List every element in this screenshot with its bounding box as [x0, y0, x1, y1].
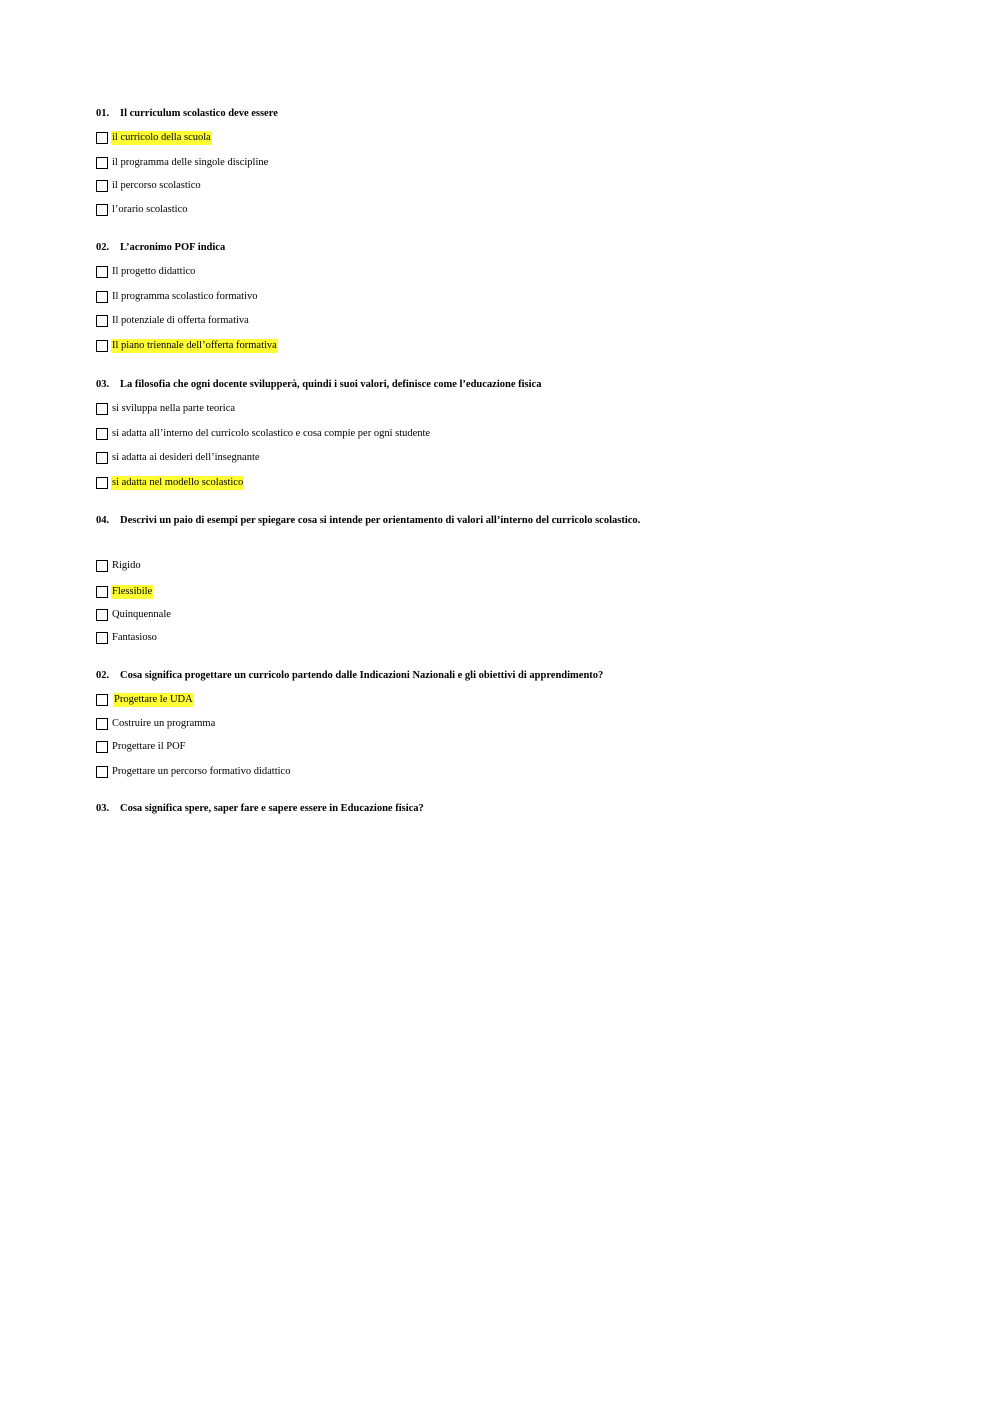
option-label: Progettare il POF	[112, 741, 186, 752]
option-label: Il programma scolastico formativo	[112, 291, 258, 302]
option-1-2[interactable]	[96, 156, 269, 170]
option-3-4[interactable]	[96, 476, 244, 490]
option-label: il curricolo della scuola	[112, 132, 211, 143]
checkbox[interactable]	[96, 741, 108, 753]
checkbox[interactable]	[96, 315, 108, 327]
question-number: 02.	[96, 670, 110, 681]
option-label: Flessibile	[112, 586, 153, 597]
option-label: Il progetto didattico	[112, 266, 196, 277]
option-label: Progettare le UDA	[114, 694, 193, 705]
checkbox[interactable]	[96, 157, 108, 169]
question-number: 04.	[96, 515, 110, 526]
checkbox[interactable]	[96, 477, 108, 489]
checkbox[interactable]	[96, 452, 108, 464]
option-label: Il piano triennale dell’offerta formativa	[112, 340, 277, 351]
option-1-4[interactable]	[96, 203, 189, 217]
question-number: 01.	[96, 108, 110, 119]
option-2-4[interactable]	[96, 339, 278, 353]
checkbox[interactable]	[96, 428, 108, 440]
checkbox[interactable]	[96, 291, 108, 303]
option-label: Costruire un programma	[112, 718, 216, 729]
option-label: il percorso scolastico	[112, 180, 201, 191]
checkbox[interactable]	[96, 586, 108, 598]
option-3-2[interactable]	[96, 427, 431, 441]
question-text: L’acronimo POF indica	[120, 242, 226, 253]
question-4	[96, 514, 640, 528]
question-2	[96, 241, 225, 255]
question-1	[96, 107, 278, 121]
option-label: Quinquennale	[112, 609, 171, 620]
question-text: Il curriculum scolastico deve essere	[120, 108, 278, 119]
option-5-1[interactable]	[96, 693, 194, 707]
checkbox[interactable]	[96, 340, 108, 352]
option-3-3[interactable]	[96, 451, 261, 465]
checkbox[interactable]	[96, 132, 108, 144]
question-text: Cosa significa progettare un curricolo partendo dalle Indicazioni Nazionali e gli obiettivi di apprendimento?	[120, 670, 604, 681]
question-number: 02.	[96, 242, 110, 253]
option-1-3[interactable]	[96, 179, 202, 193]
option-1-1[interactable]	[96, 131, 212, 145]
option-2-2[interactable]	[96, 290, 259, 304]
checkbox[interactable]	[96, 180, 108, 192]
option-label: si adatta all’interno del curricolo scolastico e cosa compie per ogni studente	[112, 428, 431, 439]
checkbox[interactable]	[96, 694, 108, 706]
checkbox[interactable]	[96, 766, 108, 778]
checkbox[interactable]	[96, 266, 108, 278]
option-2-3[interactable]	[96, 314, 250, 328]
option-label: si adatta ai desideri dell’insegnante	[112, 452, 260, 463]
checkbox[interactable]	[96, 609, 108, 621]
checkbox[interactable]	[96, 204, 108, 216]
option-2-1[interactable]	[96, 265, 196, 279]
option-5-4[interactable]	[96, 765, 291, 779]
option-label: Fantasioso	[112, 632, 157, 643]
question-text: Descrivi un paio di esempi per spiegare cosa si intende per orientamento di valori all’interno del curricolo scolastico.	[120, 515, 641, 526]
question-number: 03.	[96, 379, 110, 390]
option-label: Progettare un percorso formativo didattico	[112, 766, 291, 777]
question-5	[96, 669, 603, 683]
option-4-2[interactable]	[96, 585, 153, 599]
option-5-2[interactable]	[96, 717, 216, 731]
option-4-4[interactable]	[96, 631, 158, 645]
question-6	[96, 802, 424, 816]
checkbox[interactable]	[96, 403, 108, 415]
checkbox[interactable]	[96, 560, 108, 572]
option-label: l’orario scolastico	[112, 204, 188, 215]
option-5-3[interactable]	[96, 740, 187, 754]
question-text: Cosa significa spere, saper fare e sapere essere in Educazione fisica?	[120, 803, 424, 814]
checkbox[interactable]	[96, 632, 108, 644]
option-4-1[interactable]	[96, 559, 142, 573]
checkbox[interactable]	[96, 718, 108, 730]
option-4-3[interactable]	[96, 608, 172, 622]
option-label: si sviluppa nella parte teorica	[112, 403, 236, 414]
option-label: si adatta nel modello scolastico	[112, 477, 244, 488]
question-number: 03.	[96, 803, 110, 814]
question-3	[96, 378, 541, 392]
option-3-1[interactable]	[96, 402, 236, 416]
option-label: il programma delle singole discipline	[112, 157, 269, 168]
question-text: La filosofia che ogni docente svilupperà, quindi i suoi valori, definisce come l’educazione fisica	[120, 379, 542, 390]
option-label: Il potenziale di offerta formativa	[112, 315, 249, 326]
option-label: Rigido	[112, 560, 141, 571]
